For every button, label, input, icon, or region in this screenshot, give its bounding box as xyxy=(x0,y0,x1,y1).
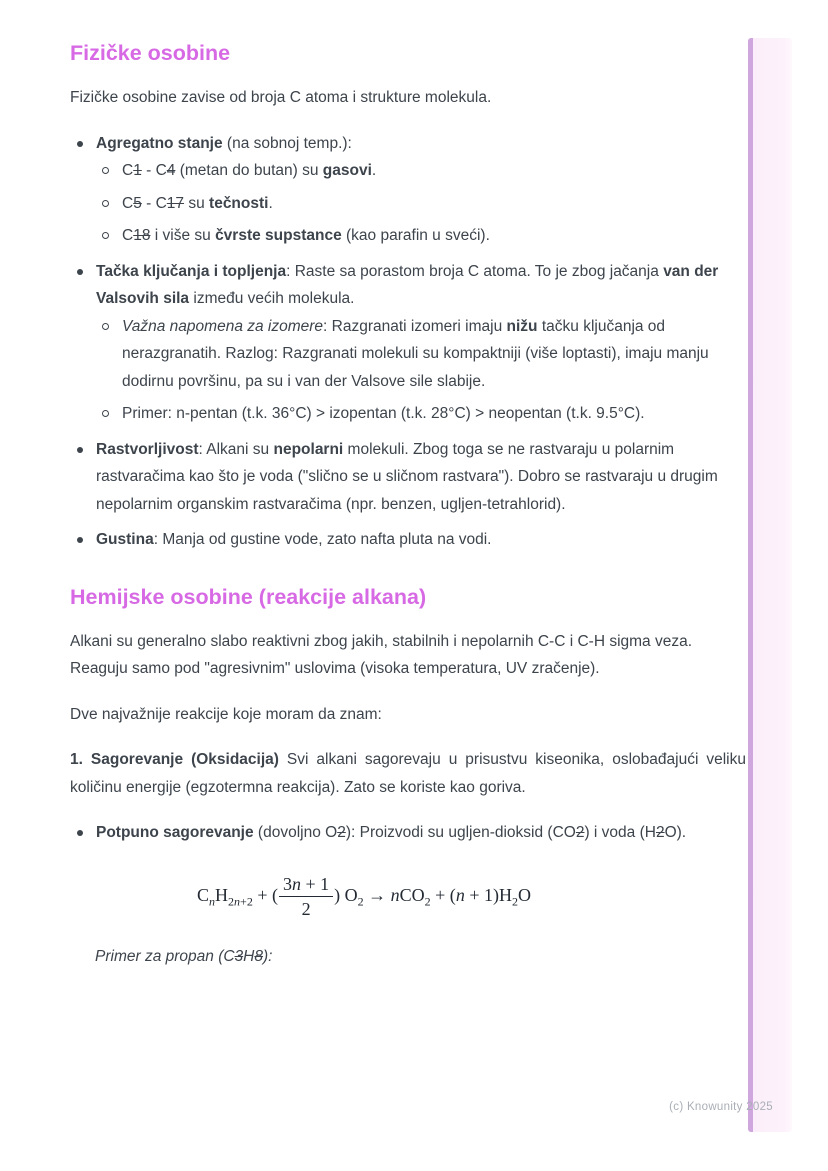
doc-content xyxy=(70,30,746,988)
list-item: Agregatno stanje (na sobnoj temp.): xyxy=(70,130,746,158)
page-edge-strip xyxy=(748,38,792,1132)
list-item: Primer: n-pentan (t.k. 36°C) > izopentan (t.k. 28°C) > neopentan (t.k. 9.5°C). xyxy=(96,400,746,428)
paragraph: Primer za propan (C3H8): xyxy=(95,947,273,965)
section-heading: Fizičke osobine xyxy=(70,41,231,65)
paragraph: Fizičke osobine zavise od broja C atoma i strukture molekula. xyxy=(70,89,492,106)
fraction: $\frac{3n + 1}{2}$ xyxy=(279,873,333,921)
list-item: C18 i više su čvrste supstance (kao parafin u sveći). xyxy=(96,222,746,250)
list-item: Važna napomena za izomere: Razgranati izomeri imaju nižu tačku ključanja od nerazgranatih. Razlog: Razgranati molekuli su kompaktniji (više loptasti), imaju manju dodirnu površinu, pa su i van der Valsove sile slabije. xyxy=(96,313,746,396)
bullet-list xyxy=(70,130,746,554)
paragraph: 1. Sagorevanje (Oksidacija) Svi alkani sagorevaju u prisustvu kiseonika, oslobađajući veliku količinu energije (egzotermna reakcija). Zato se koriste kao goriva. xyxy=(70,751,746,796)
section-heading: Hemijske osobine (reakcije alkana) xyxy=(70,584,427,609)
paragraph: Dve najvažnije reakcije koje moram da znam: xyxy=(70,705,382,723)
list-item: Rastvorljivost: Alkani su nepolarni molekuli. Zbog toga se ne rastvaraju u polarnim rastvaračima kao što je voda ("slično se u sličnom rastvara"). Dobro se rastvaraju u drugim nepolarnim organskim rastvaračima (npr. benzen, ugljen-tetrahlorid). xyxy=(70,436,746,519)
list-item: Potpuno sagorevanje (dovoljno O2): Proizvodi su ugljen-dioksid (CO2) i voda (H2O). xyxy=(70,819,746,847)
watermark: (c) Knowunity 2025 xyxy=(669,1101,773,1113)
paragraph: Alkani su generalno slabo reaktivni zbog jakih, stabilnih i nepolarnih C-C i C-H sigma veza. Reaguju samo pod "agresivnim" uslovima (visoka temperatura, UV zračenje). xyxy=(70,632,693,677)
list-item: Tačka ključanja i topljenja: Raste sa porastom broja C atoma. To je zbog jačanja van der Valsovih sila između većih molekula. xyxy=(70,258,746,313)
list-item: C1 - C4 (metan do butan) su gasovi. xyxy=(96,157,746,185)
list-item: C5 - C17 su tečnosti. xyxy=(96,190,746,218)
chemical-equation: $C_nH_{2n+2}$ + ( $\frac{3n + 1}{2}$ ) $O_2 \to nCO_2 + (n + 1)H_2O$ xyxy=(197,873,531,919)
bullet-list xyxy=(70,819,746,847)
list-item: Gustina: Manja od gustine vode, zato nafta pluta na vodi. xyxy=(70,526,746,554)
